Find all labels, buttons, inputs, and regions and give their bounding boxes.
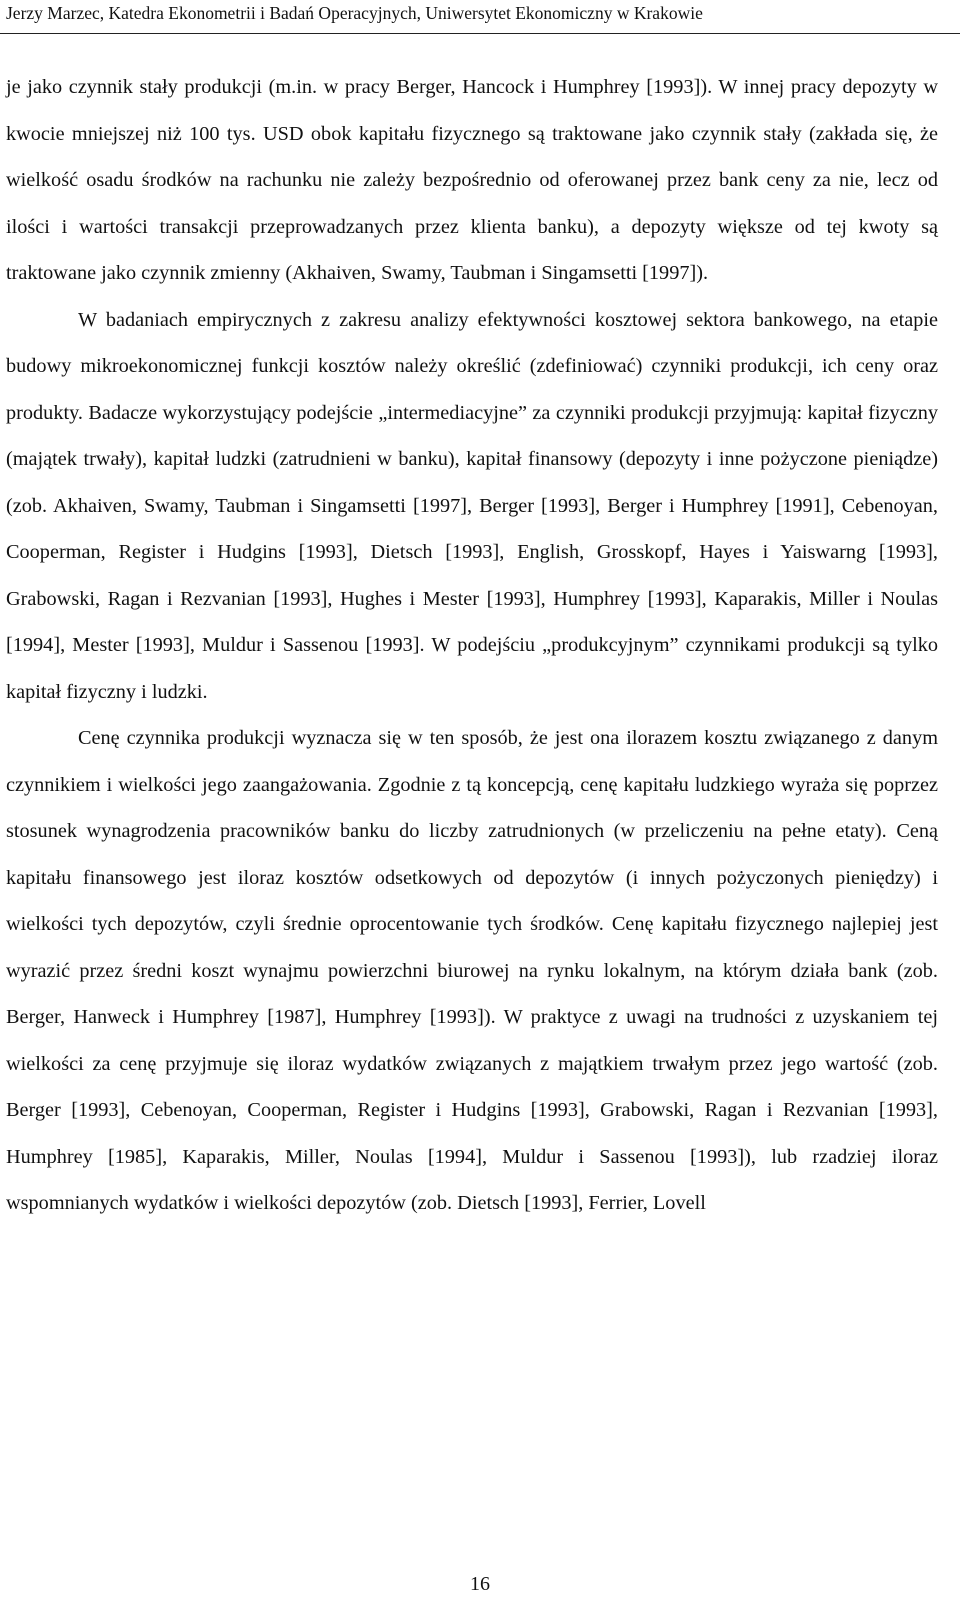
paragraph: W badaniach empirycznych z zakresu analizy efektywności kosztowej sektora bankowego, na etapie budowy mikroekonomicznej funkcji kosztów należy określić (zdefiniować) czynniki produkcji, ich ceny oraz produkty. Badacze wykorzystujący podejście „intermediacyjne” za czynniki produkcji przyjmują: kapitał fizyczny (majątek trwały), kapitał ludzki (zatrudnieni w banku), kapitał finansowy (depozyty i inne pożyczone pieniądze) (zob. Akhaiven, Swamy, Taubman i Singamsetti [1997], Berger [1993], Berger i Humphrey [1991], Cebenoyan, Cooperman, Register i Hudgins [1993], Dietsch [1993], English, Grosskopf, Hayes i Yaiswarng [1993], Grabowski, Ragan i Rezvanian [1993], Hughes i Mester [1993], Humphrey [1993], Kaparakis, Miller i Noulas [1994], Mester [1993], Muldur i Sassenou [1993]. W podejściu „produkcyjnym” czynnikami produkcji są tylko kapitał fizyczny i ludzki. bbox=[6, 308, 938, 703]
paragraph: je jako czynnik stały produkcji (m.in. w pracy Berger, Hancock i Humphrey [1993]). W innej pracy depozyty w kwocie mniejszej niż 100 tys. USD obok kapitału fizycznego są traktowane jako czynnik stały (zakłada się, że wielkość osadu środków na rachunku nie zależy bezpośrednio od oferowanej przez bank ceny za nie, lecz od ilości i wartości transakcji przeprowadzanych przez klienta banku), a depozyty większe od tej kwoty są traktowane jako czynnik zmienny (Akhaiven, Swamy, Taubman i Singamsetti [1997]). bbox=[6, 76, 938, 284]
header-rule bbox=[0, 33, 960, 34]
page-number: 16 bbox=[470, 1573, 490, 1595]
paragraph: Cenę czynnika produkcji wyznacza się w ten sposób, że jest ona ilorazem kosztu związanego z danym czynnikiem i wielkości jego zaangażowania. Zgodnie z tą koncepcją, cenę kapitału ludzkiego wyraża się poprzez stosunek wynagrodzenia pracowników banku do liczby zatrudnionych (w przeliczeniu na pełne etaty). Ceną kapitału finansowego jest iloraz kosztów odsetkowych od depozytów (i innych pożyczonych pieniędzy) i wielkości tych depozytów, czyli średnie oprocentowanie tych środków. Cenę kapitału fizycznego najlepiej jest wyrazić przez średni koszt wynajmu powierzchni biurowej na rynku lokalnym, na którym działa bank (zob. Berger, Hanweck i Humphrey [1987], Humphrey [1993]). W praktyce z uwagi na trudności z uzyskaniem tej wielkości za cenę przyjmuje się iloraz wydatków związanych z majątkiem trwałym przez jego wartość (zob. Berger [1993], Cebenoyan, Cooperman, Register i Hudgins [1993], Grabowski, Ragan i Rezvanian [1993], Humphrey [1985], Kaparakis, Miller, Noulas [1994], Muldur i Sassenou [1993]), lub rzadziej iloraz wspomnianych wydatków i wielkości depozytów (zob. Dietsch [1993], Ferrier, Lovell bbox=[6, 727, 938, 1214]
body-text bbox=[6, 64, 938, 1227]
running-header: Jerzy Marzec, Katedra Ekonometrii i Badań Operacyjnych, Uniwersytet Ekonomiczny w Krakowie bbox=[6, 3, 703, 23]
